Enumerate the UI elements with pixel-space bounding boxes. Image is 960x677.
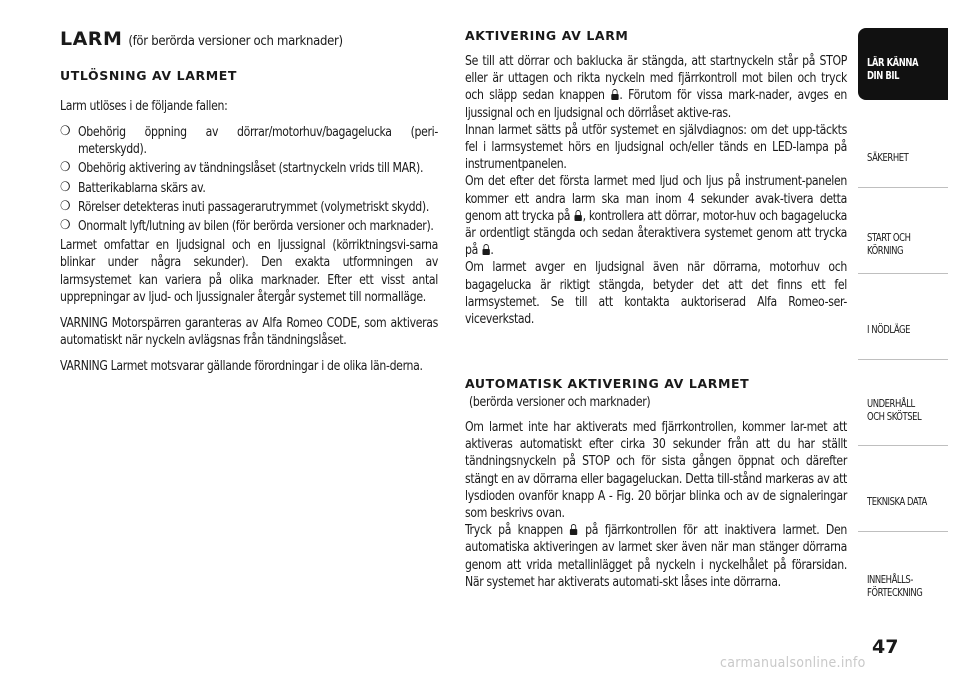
list-item: ❍ Batterikablarna skärs av.	[60, 179, 206, 196]
tab-i-nodlage[interactable]: I NÖDLÄGE	[858, 287, 948, 360]
trigger-list	[60, 124, 438, 376]
lock-icon	[570, 524, 577, 535]
paragraph-automatic: Om larmet inte har aktiverats med fjärrkontrollen, kommer lar-met att aktiveras automatiskt efter cirka 30 sekunder från att du har ställt tändningsnyckeln på STOP och för sista gången öppnat och därefter stängt en av dörrarna eller bagageluckan. Detta till-stånd markeras av att lysdioden ovanför knapp A - Fig. 20 börjar blinka och av de signaleringar som beskrivs ovan.	[465, 420, 848, 522]
paragraph-signals: Larmet omfattar en ljudsignal och en ljussignal (körriktningsvi-sarna blinkar under några sekunder). Den exakta utformningen av larmsystemet kan variera på olika marknader. Efter ett visst antal upprepningar av ljud- och ljussignaler återgår systemet till normalläge.	[60, 238, 439, 305]
list-item: ❍ Obehörig öppning av dörrar/motorhuv/bagagelucka (peri-meterskydd).	[60, 124, 439, 158]
automatic-note: (berörda versioner och marknader)	[469, 395, 651, 410]
page-number: 47	[872, 636, 899, 658]
tab-lar-kanna-din-bil[interactable]: LÄR KÄNNA DIN BIL	[858, 28, 948, 100]
paragraph-deactivate: Tryck på knappen på fjärrkontrollen för att inaktivera larmet. Den automatiska aktiveringen av larmet sker även när man stänger dörrarna genom att vrida metallinlägget på nyckeln i nyckelhålet på förarsidan. När systemet har aktiverats automati-skt låses inte dörrarna.	[465, 523, 848, 590]
paragraph-warning-regulations: VARNING Larmet motsvarar gällande förordningar i de olika län-derna.	[60, 359, 423, 375]
page-title	[60, 28, 343, 50]
list-item: ❍ Rörelser detekteras inuti passagerarutrymmet (volymetriskt skydd).	[60, 198, 429, 215]
paragraph-selfdiagnosis: Innan larmet sätts på utför systemet en självdiagnos: om det upp-täckts fel i larmsystemet hörs en ljudsignal och/eller tänds en LED-lampa på instrumentpanelen.	[465, 122, 848, 173]
lock-icon	[574, 210, 581, 221]
list-item: ❍ Obehörig aktivering av tändningslåset (startnyckeln vrids till MAR).	[60, 160, 424, 177]
tab-tekniska-data[interactable]: TEKNISKA DATA	[858, 459, 948, 532]
bullet-circle-icon: ❍	[60, 179, 71, 195]
tab-underhall-och-skotsel[interactable]: UNDERHÅLL OCH SKÖTSEL	[858, 373, 948, 446]
tab-start-och-korning[interactable]: START OCH KÖRNING	[858, 201, 948, 274]
paragraph-activation: Se till att dörrar och baklucka är stängda, att startnyckeln står på STOP eller är uttagen och rikta nyckeln med fjärrkontroll mot bilen och tryck och släpp sedan knappen . Förutom för vissa mark-nader, avges en ljussignal och en ljudsignal och dörrlåset aktive-ras.	[465, 54, 848, 121]
section-heading-trigger: UTLÖSNING AV LARMET	[60, 68, 238, 83]
automatic-text	[465, 419, 847, 591]
lock-icon	[482, 244, 489, 255]
bullet-circle-icon: ❍	[60, 160, 71, 176]
paragraph-second-alarm: Om det efter det första larmet med ljud och ljus på instrument-panelen kommer ett andra larm ska man inom 4 sekunder avak-tivera detta genom att trycka på , kontrollera att dörrar, motor-huv och bagagelucka är ordentligt stängda och sedan återaktivera systemet genom att trycka på .	[465, 174, 848, 259]
list-item: ❍ Onormalt lyft/lutning av bilen (för berörda versioner och marknader).	[60, 218, 434, 235]
title-main: LARM	[60, 28, 123, 50]
watermark: carmanualsonline.info	[720, 655, 866, 671]
tab-sakerhet[interactable]: SÄKERHET	[858, 115, 948, 188]
bullet-circle-icon: ❍	[60, 124, 71, 139]
bullet-circle-icon: ❍	[60, 218, 71, 234]
title-note: (för berörda versioner och marknader)	[128, 34, 343, 49]
lock-icon	[611, 89, 618, 100]
paragraph-fault: Om larmet avger en ljudsignal även när dörrarna, motorhuv och bagagelucka är riktigt stängda, betyder det att det finns ett fel larmsystemet. Se till att kontakta auktoriserad Alfa Romeo-ser-viceverkstad.	[465, 260, 848, 328]
section-heading-automatic: AUTOMATISK AKTIVERING AV LARMET	[465, 376, 750, 391]
section-heading-activation: AKTIVERING AV LARM	[465, 28, 629, 43]
tab-innehallsforteckning[interactable]: INNEHÅLLS- FÖRTECKNING	[867, 573, 923, 599]
paragraph-warning-code: VARNING Motorspärren garanteras av Alfa Romeo CODE, som aktiveras automatiskt när nyckeln avlägsnas från tändningslåset.	[60, 316, 439, 349]
trigger-intro: Larm utlöses i de följande fallen:	[60, 99, 228, 114]
bullet-circle-icon: ❍	[60, 198, 71, 214]
chapter-sidebar	[858, 28, 948, 631]
activation-text	[465, 53, 847, 328]
